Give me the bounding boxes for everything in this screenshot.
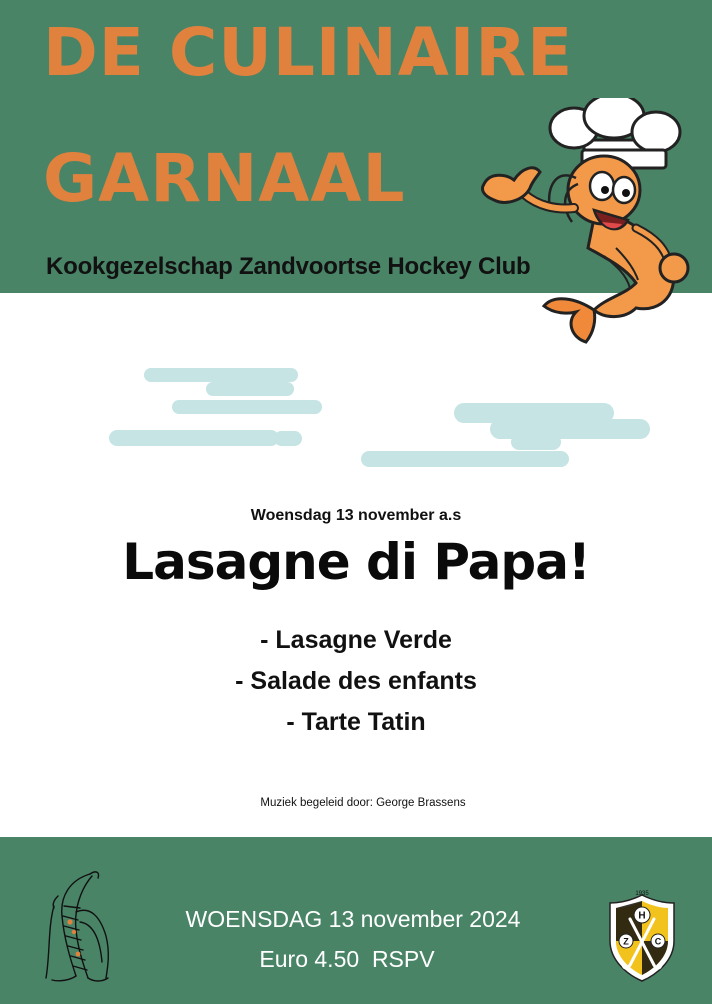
logo-letter-z: Z: [623, 936, 629, 947]
music-note: Muziek begeleid door: George Brassens: [260, 797, 466, 809]
footer-price: Euro 4.50 RSPV: [259, 946, 435, 972]
club-subtitle: Kookgezelschap Zandvoortse Hockey Club: [46, 253, 531, 280]
club-crest-icon: [606, 889, 678, 983]
title-line-1: DE CULINAIRE: [43, 14, 574, 91]
footer-date: WOENSDAG 13 november 2024: [185, 906, 521, 932]
logo-year: 1935: [635, 891, 649, 897]
menu-item: - Salade des enfants: [235, 667, 477, 695]
title-line-2: GARNAAL: [43, 140, 406, 217]
logo-letter-h: H: [638, 910, 646, 922]
cloud-decoration: [0, 360, 712, 475]
menu-list: [0, 622, 712, 745]
menu-item: - Tarte Tatin: [286, 708, 426, 736]
event-date-line: Woensdag 13 november a.s: [250, 507, 462, 524]
menu-item: - Lasagne Verde: [260, 626, 452, 654]
shrimp-chef-icon: [476, 98, 706, 348]
logo-letter-c: C: [654, 936, 662, 947]
dish-title: Lasagne di Papa!: [122, 533, 590, 591]
